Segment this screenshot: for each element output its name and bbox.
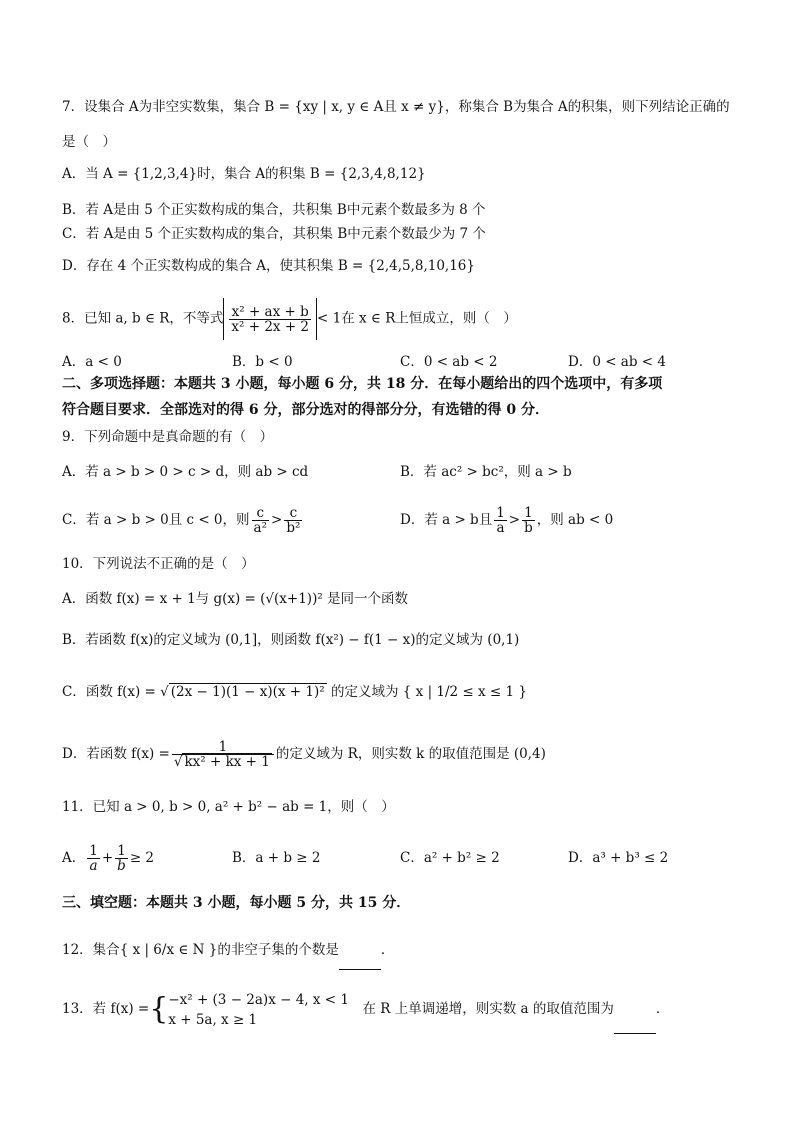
q9-c-frac1-num: c [252, 506, 269, 521]
q10-stem: 10．下列说法不正确的是（ ） [62, 556, 255, 572]
q11-stem: 11．已知 a > 0, b > 0, a² + b² − ab = 1，则（ ） [62, 799, 395, 815]
q10-c-domain-set: { x | 1/2 ≤ x ≤ 1 } [402, 684, 528, 700]
q7-option-c: C．若 A是由 5 个正实数构成的集合，其积集 B中元素个数最少为 7 个 [62, 226, 486, 242]
q12-answer-blank[interactable] [339, 955, 381, 970]
q10-option-b: B．若函数 f(x)的定义域为 (0,1]，则函数 f(x²) − f(1 − x)的定义域为 (0,1) [62, 632, 520, 648]
q8-option-d: D．0 < ab < 4 [568, 354, 666, 370]
q9-d-frac1-num: 1 [496, 505, 505, 521]
q8-option-c: C．0 < ab < 2 [400, 354, 498, 370]
q8-stem-post: < 1在 x ∈ R上恒成立，则（ ） [317, 310, 517, 327]
q9-c-fraction-1 [252, 506, 269, 535]
q13-stem: 13．若 f(x) ={ −x² + (3 − 2a)x − 4, x < 1 x + 5a, x ≥ 1 在 R 上单调递增，则实数 a 的取值范围为 ． [62, 985, 669, 1034]
q10-option-c-pre: C．函数 f(x) = [62, 684, 161, 700]
q9-option-b: B．若 ac² > bc²，则 a > b [400, 464, 572, 480]
q9-option-d-pre: D．若 a > b且 [400, 512, 493, 528]
q11-option-a: A． $\frac{1}{a}$ + $\frac{1}{b}$ ≥ 2 [62, 843, 155, 874]
q10-option-d-pre: D．若函数 f(x) = [62, 746, 170, 762]
q8-stem-pre: 8．已知 a, b ∈ R，不等式 [62, 310, 224, 327]
q11-a-frac1-num: 1 [89, 843, 98, 859]
q12-stem: 12．集合{ x | 6/x ∈ N }的非空子集的个数是 ． [62, 930, 394, 970]
section2-heading-line1: 二、多项选择题：本题共 3 小题，每小题 6 分，共 18 分．在每小题给出的四个选项中，有多项 [62, 376, 663, 392]
q11-option-d: D．a³ + b³ ≤ 2 [568, 850, 669, 866]
q10-d-frac-den [172, 755, 274, 769]
q9-d-fraction-2 [522, 506, 535, 535]
q8-option-b: B．b < 0 [232, 354, 293, 370]
q10-d-fraction [172, 740, 274, 769]
sqrt-sign: √ [160, 684, 169, 700]
q9-d-frac1-den: a [496, 520, 505, 536]
q8-option-a: A．a < 0 [62, 354, 122, 370]
q10-option-d [62, 732, 546, 776]
q9-option-c-pre: C．若 a > b > 0且 c < 0，则 [62, 512, 250, 528]
section2-heading-line2: 符合题目要求．全部选对的得 6 分，部分选对的得部分分，有选错的得 0 分． [62, 402, 549, 418]
q11-a-frac2-num: 1 [115, 844, 128, 859]
q9-d-frac2-den: b [524, 520, 533, 536]
q11-option-b: B．a + b ≥ 2 [232, 850, 321, 866]
q12-stem-post: 的非空子集的个数是 [217, 942, 339, 958]
q9-d-relation: > [508, 512, 521, 528]
q9-option-d [400, 500, 613, 540]
q9-option-c [62, 500, 304, 540]
section3-heading: 三、填空题：本题共 3 小题，每小题 5 分，共 15 分． [62, 895, 411, 911]
q9-c-frac2-den: b² [286, 520, 301, 536]
q7-stem-line1: 7．设集合 A为非空实数集，集合 B = {xy | x, y ∈ A且 x ≠ y}，称集合 B为集合 A的积集，则下列结论正确的 [62, 99, 730, 115]
q9-c-frac2-num: c [284, 506, 302, 521]
q9-option-a: A．若 a > b > 0 > c > d，则 ab > cd [62, 464, 309, 480]
q10-d-frac-num: 1 [172, 740, 274, 755]
q8-abs-fraction [223, 298, 317, 340]
q7-option-d: D．存在 4 个正实数构成的集合 A，使其积集 B = {2,4,5,8,10,16} [62, 258, 475, 274]
q13-stem-pre: 13．若 f(x) = [62, 1001, 150, 1017]
q10-c-radicand: (2x − 1)(1 − x)(x + 1)² [170, 684, 325, 700]
sqrt-sign: √ [173, 754, 183, 770]
q10-option-c-mid: 的定义域为 [326, 684, 403, 700]
q10-d-radicand: kx² + kx + 1 [184, 754, 270, 770]
q7-option-a: A．当 A = {1,2,3,4}时，集合 A的积集 B = {2,3,4,8,12} [62, 166, 426, 182]
q9-d-fraction-1 [494, 506, 507, 535]
q11-a-frac2-den: b [117, 858, 126, 874]
q12-set: { x | 6/x ∈ N } [119, 942, 218, 958]
q10-option-d-post: 的定义域为 R，则实数 k 的取值范围是 (0,4) [275, 746, 546, 762]
q13-stem-post: 在 R 上单调递增，则实数 a 的取值范围为 [362, 1001, 614, 1017]
q9-d-frac2-num: 1 [522, 506, 535, 521]
q9-c-frac1-den: a² [253, 520, 267, 536]
q11-a-fraction-1 [87, 844, 100, 873]
q10-option-a: A．函数 f(x) = x + 1与 g(x) = (√(x+1))² 是同一个函数 [62, 591, 409, 607]
q11-option-a-pre: A． [62, 850, 86, 866]
q7-stem-line2: 是（ ） [62, 134, 116, 150]
q12-stem-pre: 12．集合 [62, 942, 120, 958]
q9-c-fraction-2 [284, 506, 302, 535]
q8-fraction-denominator: x² + 2x + 2 [231, 319, 310, 335]
q9-option-d-post: ，则 ab < 0 [536, 512, 614, 528]
q13-answer-blank[interactable] [614, 1019, 656, 1034]
q13-piecewise-cases [168, 990, 349, 1030]
q9-c-relation: > [271, 512, 283, 528]
q10-option-c [62, 672, 527, 712]
q9-stem: 9．下列命题中是真命题的有（ ） [62, 429, 274, 445]
q11-option-c: C．a² + b² ≥ 2 [400, 850, 500, 866]
piecewise-brace: { [149, 991, 169, 1027]
q13-case-2: x + 5a, x ≥ 1 [168, 1011, 258, 1028]
q11-option-a-post: ≥ 2 [129, 850, 155, 866]
q8-fraction-numerator: x² + ax + b [229, 305, 311, 320]
q11-a-frac1-den: a [89, 858, 98, 874]
q11-a-fraction-2 [115, 844, 128, 873]
q7-option-b: B．若 A是由 5 个正实数构成的集合，共积集 B中元素个数最多为 8 个 [62, 202, 486, 218]
q13-case-1: −x² + (3 − 2a)x − 4, x < 1 [168, 991, 349, 1008]
q8-stem [62, 298, 517, 340]
